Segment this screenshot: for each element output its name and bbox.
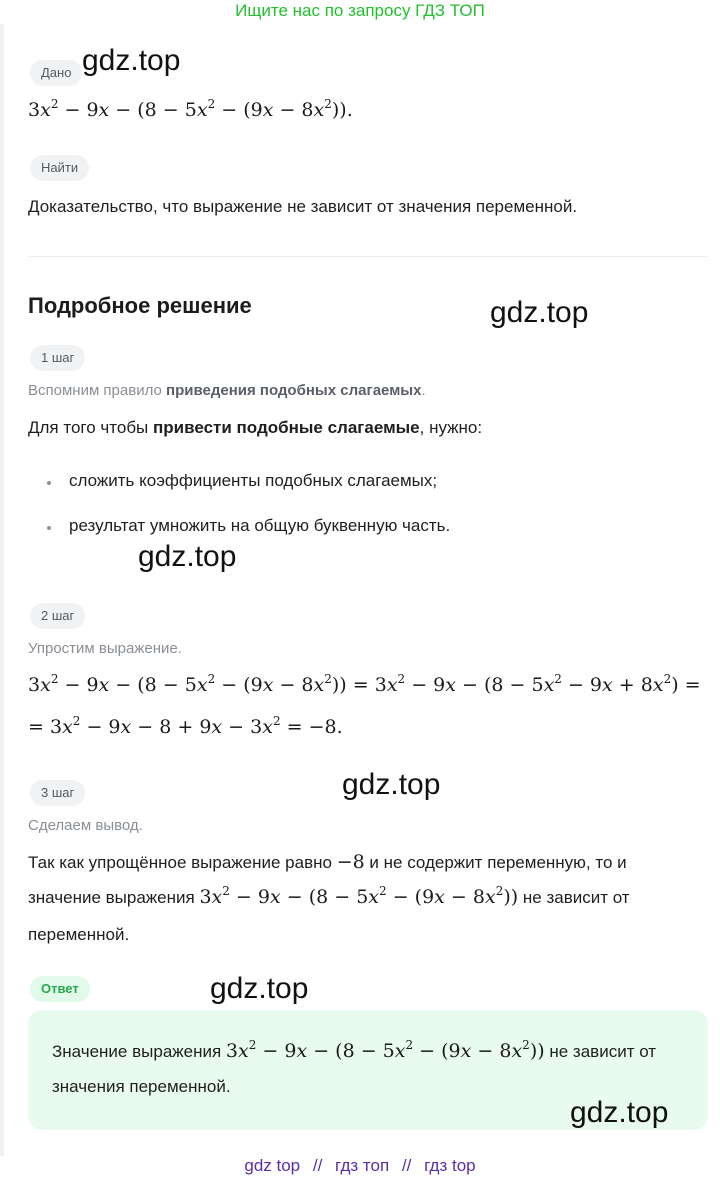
footer-link[interactable]: гдз top (424, 1156, 476, 1175)
search-banner: Ищите нас по запросу ГДЗ ТОП (235, 1, 485, 20)
footer-separator: // (312, 1156, 323, 1175)
answer-line2: значения переменной. (52, 1077, 231, 1096)
watermark: gdz.top (82, 44, 181, 77)
find-chip: Найти (30, 155, 89, 181)
answer-line1: Значение выражения $3x^2 - 9x - (8 - 5x^2 - (9x - 8x^2))$ не зависит от (52, 1038, 657, 1062)
bullet-dot (47, 481, 51, 485)
watermark: gdz.top (138, 540, 237, 573)
given-chip: Дано (30, 60, 82, 86)
list-item: сложить коэффициенты подобных слагаемых; (69, 471, 438, 490)
answer-chip: Ответ (30, 976, 90, 1002)
divider (28, 256, 708, 257)
step2-chip: 2 шаг (30, 603, 85, 629)
watermark: gdz.top (342, 768, 441, 801)
footer-link[interactable]: гдз топ (335, 1156, 390, 1175)
step3-hint: Сделаем вывод. (28, 817, 143, 834)
step2-equation-line1: $3x^2 - 9x - (8 - 5x^2 - (9x - 8x^2)) = 3x^2 - 9x - (8 - 5x^2 - 9x + 8x^2)$ = (28, 672, 701, 696)
step1-hint: Вспомним правило приведения подобных слагаемых. (28, 382, 426, 399)
step3-conclusion-line3: переменной. (28, 925, 130, 944)
footer-link[interactable]: gdz top (244, 1156, 301, 1175)
step1-intro: Для того чтобы привести подобные слагаемые, нужно: (28, 418, 483, 437)
step3-conclusion-line2: значение выражения $3x^2 - 9x - (8 - 5x^2 - (9x - 8x^2))$ не зависит от (28, 884, 630, 908)
step1-chip: 1 шаг (30, 345, 85, 371)
find-text: Доказательство, что выражение не зависит от значения переменной. (28, 197, 578, 216)
footer-separator: // (401, 1156, 412, 1175)
bullet-dot (47, 526, 51, 530)
step2-equation-line2: = $3x^2 - 9x - 8 + 9x - 3x^2 = -8$. (28, 714, 343, 738)
watermark: gdz.top (570, 1096, 669, 1129)
step2-hint: Упростим выражение. (28, 640, 182, 657)
solution-title: Подробное решение (28, 293, 252, 318)
watermark: gdz.top (210, 972, 309, 1005)
step3-chip: 3 шаг (30, 780, 85, 806)
step3-conclusion-line1: Так как упрощённое выражение равно −8 и не содержит переменную, то и (28, 851, 627, 873)
watermark: gdz.top (490, 296, 589, 329)
given-expression: $3x^2 - 9x - (8 - 5x^2 - (9x - 8x^2))$. (28, 97, 353, 121)
left-rule (0, 24, 4, 1156)
footer-links (0, 1156, 720, 1176)
list-item: результат умножить на общую буквенную часть. (69, 516, 451, 535)
